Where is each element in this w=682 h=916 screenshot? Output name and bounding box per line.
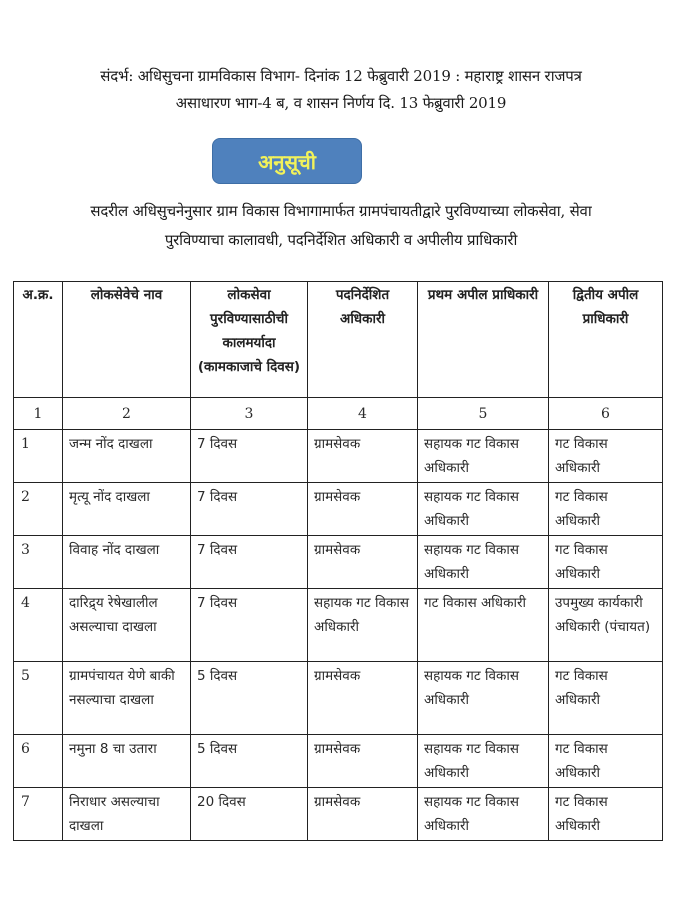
- table-row: [14, 788, 663, 841]
- cell-second-appeal: उपमुख्य कार्यकारी अधिकारी (पंचायत): [549, 589, 663, 662]
- header-second-appeal: द्वितीय अपील प्राधिकारी: [549, 282, 663, 398]
- cell-first-appeal: सहायक गट विकास अधिकारी: [418, 735, 549, 788]
- cell-second-appeal: गट विकास अधिकारी: [549, 662, 663, 735]
- cell-designated-officer: ग्रामसेवक: [308, 735, 418, 788]
- cell-second-appeal: गट विकास अधिकारी: [549, 735, 663, 788]
- table-row: [14, 662, 663, 735]
- intro-line-2: पुरविण्याचा कालावधी, पदनिर्देशित अधिकारी व अपीलीय प्राधिकारी: [164, 231, 518, 249]
- cell-time-limit: 7 दिवस: [191, 589, 308, 662]
- cell-service: जन्म नोंद दाखला: [63, 430, 191, 483]
- cell-designated-officer: ग्रामसेवक: [308, 536, 418, 589]
- cell-designated-officer: ग्रामसेवक: [308, 483, 418, 536]
- column-number: 3: [191, 398, 308, 430]
- cell-first-appeal: सहायक गट विकास अधिकारी: [418, 430, 549, 483]
- cell-first-appeal: सहायक गट विकास अधिकारी: [418, 788, 549, 841]
- table-row: [14, 735, 663, 788]
- header-designated-officer: पदनिर्देशित अधिकारी: [308, 282, 418, 398]
- cell-second-appeal: गट विकास अधिकारी: [549, 430, 663, 483]
- cell-time-limit: 5 दिवस: [191, 662, 308, 735]
- cell-service: निराधार असल्याचा दाखला: [63, 788, 191, 841]
- cell-serial: 6: [14, 735, 63, 788]
- cell-designated-officer: सहायक गट विकास अधिकारी: [308, 589, 418, 662]
- cell-service: नमुना 8 चा उतारा: [63, 735, 191, 788]
- column-number: 5: [418, 398, 549, 430]
- cell-first-appeal: सहायक गट विकास अधिकारी: [418, 662, 549, 735]
- cell-service: मृत्यू नोंद दाखला: [63, 483, 191, 536]
- cell-serial: 3: [14, 536, 63, 589]
- column-number: 2: [63, 398, 191, 430]
- column-number-row: [14, 398, 663, 430]
- cell-first-appeal: सहायक गट विकास अधिकारी: [418, 536, 549, 589]
- column-number: 6: [549, 398, 663, 430]
- cell-serial: 5: [14, 662, 63, 735]
- column-number: 1: [14, 398, 63, 430]
- cell-time-limit: 5 दिवस: [191, 735, 308, 788]
- cell-time-limit: 20 दिवस: [191, 788, 308, 841]
- cell-second-appeal: गट विकास अधिकारी: [549, 483, 663, 536]
- cell-second-appeal: गट विकास अधिकारी: [549, 536, 663, 589]
- schedule-banner: [212, 138, 362, 184]
- reference-line-2: असाधारण भाग-4 ब, व शासन निर्णय दि. 13 फेब्रुवारी 2019: [175, 94, 507, 112]
- cell-time-limit: 7 दिवस: [191, 483, 308, 536]
- schedule-banner-label: अनुसूची: [258, 149, 316, 174]
- header-serial: अ.क्र.: [14, 282, 63, 398]
- services-table: [13, 281, 663, 841]
- cell-designated-officer: ग्रामसेवक: [308, 662, 418, 735]
- intro-line-1: सदरील अधिसुचनेनुसार ग्राम विकास विभागामार्फत ग्रामपंचायतीद्वारे पुरविण्याच्या लोकसेवा, सेवा: [90, 202, 592, 220]
- reference-line-1: संदर्भ: अधिसुचना ग्रामविकास विभाग- दिनांक 12 फेब्रुवारी 2019 : महाराष्ट्र शासन राजपत्र: [100, 67, 582, 85]
- cell-designated-officer: ग्रामसेवक: [308, 788, 418, 841]
- cell-service: दारिद्र्य रेषेखालील असल्याचा दाखला: [63, 589, 191, 662]
- header-time-limit: लोकसेवा पुरविण्यासाठीची कालमर्यादा (कामकाजाचे दिवस): [191, 282, 308, 398]
- header-service-name: लोकसेवेचे नाव: [63, 282, 191, 398]
- cell-service: ग्रामपंचायत येणे बाकी नसल्याचा दाखला: [63, 662, 191, 735]
- table-row: [14, 536, 663, 589]
- cell-serial: 1: [14, 430, 63, 483]
- cell-serial: 7: [14, 788, 63, 841]
- cell-serial: 2: [14, 483, 63, 536]
- table-header-row: [14, 282, 663, 398]
- cell-service: विवाह नोंद दाखला: [63, 536, 191, 589]
- header-first-appeal: प्रथम अपील प्राधिकारी: [418, 282, 549, 398]
- table-row: [14, 483, 663, 536]
- cell-time-limit: 7 दिवस: [191, 536, 308, 589]
- cell-serial: 4: [14, 589, 63, 662]
- cell-second-appeal: गट विकास अधिकारी: [549, 788, 663, 841]
- table-row: [14, 430, 663, 483]
- cell-designated-officer: ग्रामसेवक: [308, 430, 418, 483]
- cell-time-limit: 7 दिवस: [191, 430, 308, 483]
- table-row: [14, 589, 663, 662]
- column-number: 4: [308, 398, 418, 430]
- cell-first-appeal: सहायक गट विकास अधिकारी: [418, 483, 549, 536]
- cell-first-appeal: गट विकास अधिकारी: [418, 589, 549, 662]
